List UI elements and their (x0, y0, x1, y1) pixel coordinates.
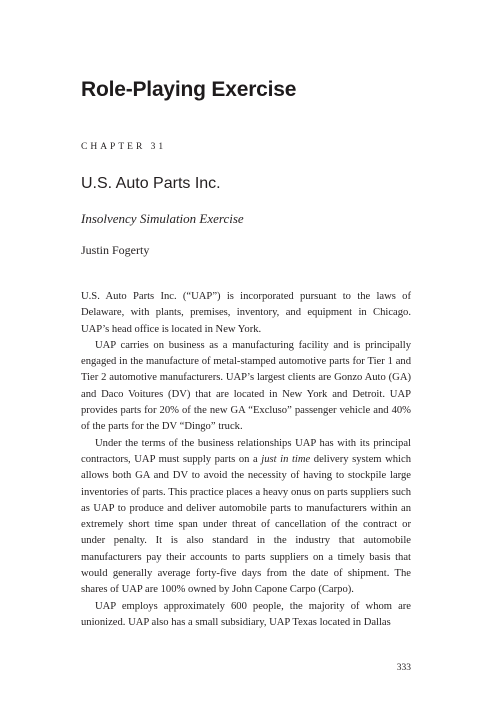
italic-term: just in time (261, 453, 311, 465)
author-name: Justin Fogerty (81, 243, 150, 257)
paragraph-text: UAP carries on business as a manufacturing facility and is principally engaged in the manufacture of metal-stamped automotive parts for Tier 1 and Tier 2 automotive manufacturers. UAP’s largest clients are Gonzo Auto (GA) and Daco Voitures (DV) that are located in New York and Detroit. UAP provides parts for 20% of the new GA “Excluso” passenger vehicle and 40% of the parts for the DV “Dingo” truck. (81, 339, 411, 433)
page-number: 333 (396, 663, 411, 673)
paragraph-text: delivery system which allows both GA and DV to avoid the necessity of having to stockpile large inventories of parts. This practice places a heavy onus on parts suppliers such as UAP to produce and deliver automobile parts to manufacturers within an extremely short time span under threat of cancellation of the contract or under penalty. It is also standard in the industry that automobile manufacturers pay their accounts to parts suppliers on a timely basis that would generally average forty-five days from the date of shipment. The shares of UAP are 100% owned by John Capone Carpo (Carpo). (81, 453, 411, 596)
chapter-title: U.S. Auto Parts Inc. (81, 175, 221, 192)
paragraph-text: UAP employs approximately 600 people, the majority of whom are unionized. UAP also has a small subsidiary, UAP Texas located in Dallas (81, 600, 411, 628)
paragraph (81, 436, 411, 599)
paragraph-text: U.S. Auto Parts Inc. (“UAP”) is incorporated pursuant to the laws of Delaware, with plants, premises, inventory, and equipment in Chicago. UAP’s head office is located in New York. (81, 291, 411, 335)
paragraph-text: Under the terms of the business relationships UAP has with its principal contractors, UAP must supply parts on a (81, 437, 411, 465)
part-title: Role-Playing Exercise (81, 78, 297, 101)
paragraph (81, 289, 411, 338)
body-text (81, 289, 411, 631)
paragraph (81, 599, 411, 632)
paragraph (81, 338, 411, 436)
chapter-subtitle: Insolvency Simulation Exercise (81, 211, 244, 226)
chapter-label: CHAPTER 31 (81, 142, 167, 152)
